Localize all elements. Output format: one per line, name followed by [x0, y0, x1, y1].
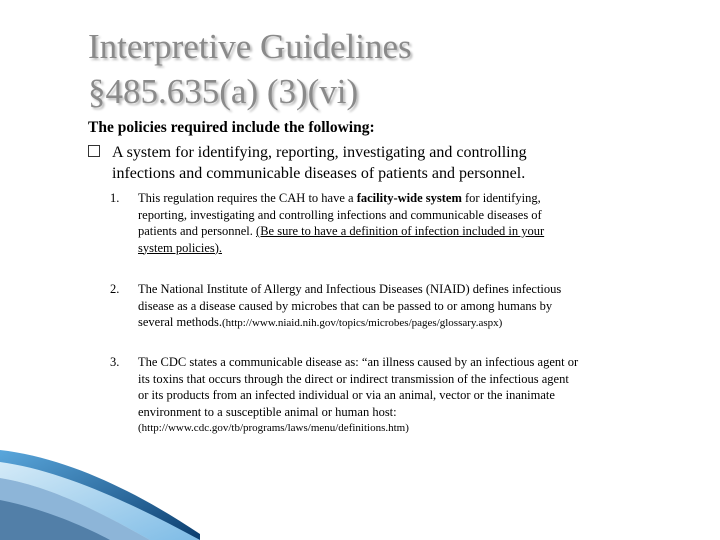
list-item-text — [138, 190, 638, 256]
reference-url: (http://www.niaid.nih.gov/topics/microbes/pages/glossary.aspx) — [222, 317, 503, 329]
list-item-number: 2. — [110, 282, 120, 296]
text-line: environment to a susceptible animal or human host: — [138, 404, 397, 419]
underlined-note: (Be sure to have a definition of infection included in your — [256, 224, 545, 238]
bullet-line-2: infections and communicable diseases of patients and personnel. — [112, 165, 526, 182]
text-line: or its products from an infected individual or via an animal, vector or the inanimate — [138, 388, 555, 402]
list-item-text — [138, 281, 638, 332]
bullet-box-icon — [88, 145, 100, 157]
text-line: reporting, investigating and controlling infections and communicable diseases of — [138, 207, 542, 222]
slide-title — [88, 24, 688, 114]
text-line: The CDC states a communicable disease as: “an illness caused by an infectious agent or — [138, 355, 579, 369]
text-line: its toxins that occurs through the direct or indirect transmission of the infectious agent — [138, 371, 569, 386]
reference-url: (http://www.cdc.gov/tb/programs/laws/menu/definitions.htm) — [138, 422, 409, 434]
list-item-text — [138, 354, 638, 437]
bullet-line-1: A system for identifying, reporting, investigating and controlling — [112, 144, 527, 161]
text-segment: for identifying, — [461, 191, 541, 205]
corner-swoosh-decoration — [0, 450, 200, 540]
text-segment: This regulation requires the CAH to have a — [138, 191, 357, 205]
intro-text: The policies required include the following: — [88, 119, 375, 136]
text-line: disease as a disease caused by microbes that can be passed to or among humans by — [138, 298, 553, 313]
text-line: The National Institute of Allergy and Infectious Diseases (NIAID) defines infectious — [138, 282, 562, 296]
list-item-number: 3. — [110, 355, 120, 369]
text-segment: patients and personnel. — [138, 224, 257, 238]
list-item-number: 1. — [110, 191, 120, 205]
bullet-text — [112, 142, 672, 184]
slide-title-line-1: Interpretive Guidelines — [88, 27, 412, 66]
slide-title-line-2: §485.635(a) (3)(vi) — [88, 72, 359, 111]
underlined-note: system policies). — [138, 240, 223, 255]
text-segment: several methods. — [138, 315, 223, 329]
emphasis-text: facility-wide system — [356, 191, 462, 205]
